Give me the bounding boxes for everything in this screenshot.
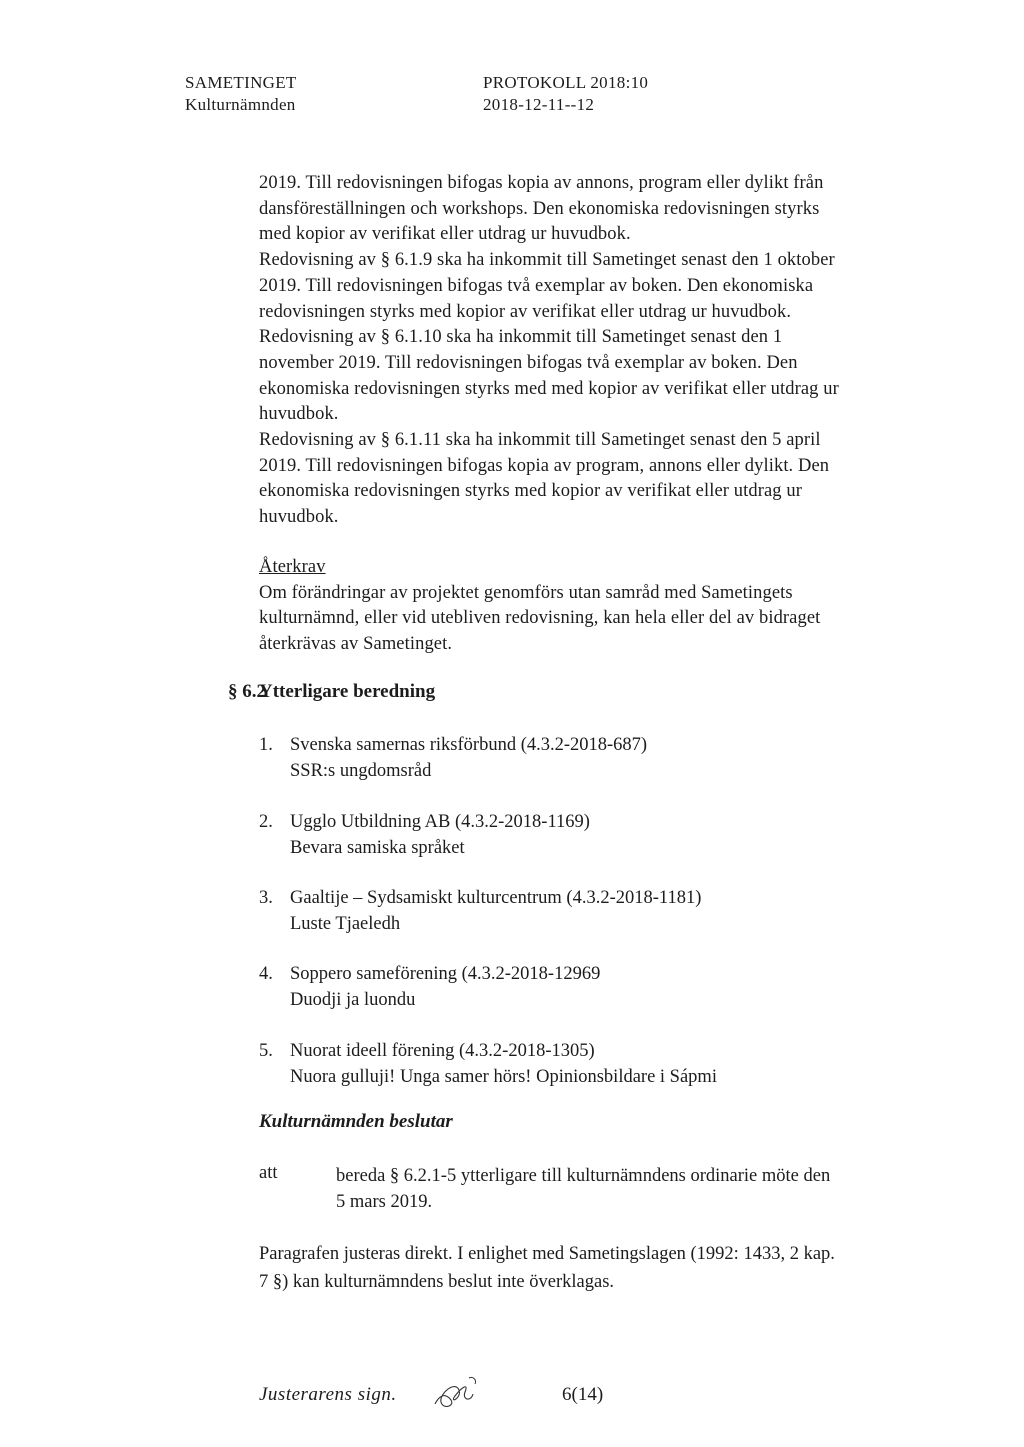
reclaim-section	[259, 555, 919, 658]
text-line: Redovisning av § 6.1.11 ska ha inkommit till Sametinget senast den 5 april	[259, 430, 821, 451]
committee-name: Kulturnämnden	[185, 95, 296, 114]
reporting-requirements	[259, 171, 919, 531]
text-line: Om förändringar av projektet genomförs utan samråd med Sametingets	[259, 582, 793, 603]
text-line: dansföreställningen och workshops. Den ekonomiska redovisningen styrks	[259, 198, 820, 219]
item-project: Duodji ja luondu	[290, 990, 416, 1010]
item-number: 5.	[259, 1041, 273, 1061]
item-project: Luste Tjaeledh	[290, 914, 401, 934]
header-right	[483, 72, 648, 116]
protocol-number: PROTOKOLL 2018:10	[483, 73, 649, 92]
section-title: Ytterligare beredning	[259, 681, 436, 702]
header-left	[185, 72, 297, 116]
item-applicant: Svenska samernas riksförbund (4.3.2-2018-687)	[290, 735, 648, 755]
item-applicant: Nuorat ideell förening (4.3.2-2018-1305)	[290, 1041, 595, 1061]
reclaim-heading: Återkrav	[259, 557, 326, 577]
meeting-dates: 2018-12-11--12	[483, 95, 595, 114]
item-number: 3.	[259, 888, 273, 908]
text-line: kulturnämnd, eller vid utebliven redovisning, kan hela eller del av bidraget	[259, 608, 821, 629]
handwritten-signature	[425, 1370, 495, 1412]
decision-text	[336, 1163, 830, 1215]
item-applicant: Ugglo Utbildning AB (4.3.2-2018-1169)	[290, 812, 590, 832]
text-line: ekonomiska redovisningen styrks med med kopior av verifikat eller utdrag ur	[259, 378, 839, 399]
text-line: 2019. Till redovisningen bifogas kopia av annons, program eller dylikt från	[259, 173, 824, 193]
decision-heading: Kulturnämnden beslutar	[259, 1111, 453, 1132]
text-line: med kopior av verifikat eller utdrag ur huvudbok.	[259, 224, 631, 245]
text-line: huvudbok.	[259, 507, 339, 528]
item-applicant: Gaaltije – Sydsamiskt kulturcentrum (4.3.2-2018-1181)	[290, 888, 702, 908]
item-number: 1.	[259, 735, 273, 755]
text-line: Paragrafen justeras direkt. I enlighet med Sametingslagen (1992: 1433, 2 kap.	[259, 1244, 835, 1264]
page-number: 6(14)	[562, 1384, 604, 1405]
text-line: bereda § 6.2.1-5 ytterligare till kulturnämndens ordinarie möte den	[336, 1166, 831, 1186]
item-number: 2.	[259, 812, 273, 832]
text-line: 2019. Till redovisningen bifogas kopia av program, annons eller dylikt. Den	[259, 455, 830, 476]
item-project: SSR:s ungdomsråd	[290, 761, 432, 781]
org-name: SAMETINGET	[185, 73, 297, 92]
text-line: huvudbok.	[259, 404, 339, 425]
text-line: november 2019. Till redovisningen bifogas två exemplar av boken. Den	[259, 352, 798, 373]
text-line: 2019. Till redovisningen bifogas två exemplar av boken. Den ekonomiska	[259, 275, 814, 296]
item-applicant: Soppero sameförening (4.3.2-2018-12969	[290, 964, 601, 984]
signature-label: Justerarens sign.	[259, 1384, 397, 1405]
decision-att: att	[259, 1163, 278, 1183]
item-number: 4.	[259, 964, 273, 984]
text-line: 5 mars 2019.	[336, 1192, 433, 1212]
item-project: Bevara samiska språket	[290, 838, 465, 858]
text-line: Redovisning av § 6.1.10 ska ha inkommit till Sametinget senast den 1	[259, 327, 783, 348]
text-line: återkrävas av Sametinget.	[259, 634, 453, 655]
text-line: 7 §) kan kulturnämndens beslut inte överklagas.	[259, 1272, 615, 1292]
item-project: Nuora gulluji! Unga samer hörs! Opinionsbildare i Sápmi	[290, 1067, 717, 1087]
section-number: § 6.2	[228, 681, 266, 702]
text-line: ekonomiska redovisningen styrks med kopior av verifikat eller utdrag ur	[259, 481, 802, 502]
closing-paragraph	[259, 1240, 835, 1296]
text-line: redovisningen styrks med kopior av verifikat eller utdrag ur huvudbok.	[259, 301, 792, 322]
text-line: Redovisning av § 6.1.9 ska ha inkommit till Sametinget senast den 1 oktober	[259, 250, 835, 271]
